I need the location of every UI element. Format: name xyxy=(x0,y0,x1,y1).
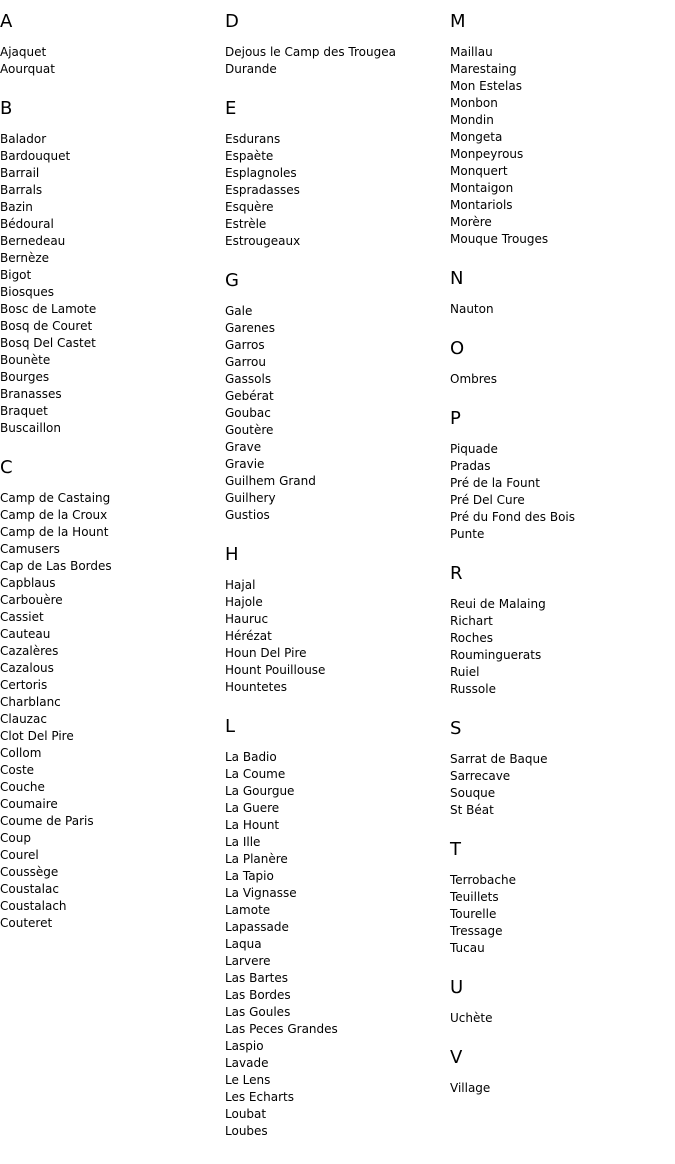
letter-group xyxy=(225,715,450,1140)
name-link[interactable]: Barrals xyxy=(0,183,43,197)
letter-heading: T xyxy=(450,839,461,860)
name-link[interactable]: Bazin xyxy=(0,200,33,214)
name-link[interactable]: Capblaus xyxy=(0,576,56,590)
name-link[interactable]: Lapassade xyxy=(225,920,289,934)
name-link[interactable]: Bernèze xyxy=(0,251,50,265)
name-link[interactable]: Pré du Fond des Bois xyxy=(450,510,576,524)
name-link[interactable]: La Coume xyxy=(225,767,286,781)
name-link[interactable]: Garros xyxy=(225,338,265,352)
name-link[interactable]: Cap de Las Bordes xyxy=(0,559,112,573)
name-link[interactable]: Las Bartes xyxy=(225,971,288,985)
letter-heading: P xyxy=(450,408,461,429)
letter-group xyxy=(225,97,450,250)
letter-heading: R xyxy=(450,563,463,584)
name-link[interactable]: Tourelle xyxy=(450,907,497,921)
name-link[interactable]: Les Echarts xyxy=(225,1090,294,1104)
letter-group xyxy=(450,1046,675,1097)
name-link[interactable]: Certoris xyxy=(0,678,48,692)
name-link[interactable]: Maillau xyxy=(450,45,493,59)
name-link[interactable]: Mongeta xyxy=(450,130,503,144)
name-link[interactable]: Tucau xyxy=(450,941,485,955)
name-link[interactable]: Camp de la Croux xyxy=(0,508,108,522)
name-link[interactable]: Grave xyxy=(225,440,262,454)
name-link[interactable]: Espaète xyxy=(225,149,274,163)
name-link[interactable]: Camusers xyxy=(0,542,60,556)
name-link[interactable]: Monquert xyxy=(450,164,508,178)
name-link[interactable]: Hajole xyxy=(225,595,263,609)
name-link[interactable]: Guilhem Grand xyxy=(225,474,316,488)
name-link[interactable]: Coup xyxy=(0,831,31,845)
name-list xyxy=(225,131,450,250)
name-link[interactable]: Durande xyxy=(225,62,277,76)
name-link[interactable]: Camp de la Hount xyxy=(0,525,109,539)
name-link[interactable]: Branasses xyxy=(0,387,62,401)
name-link[interactable]: Loubat xyxy=(225,1107,267,1121)
name-link[interactable]: Carbouère xyxy=(0,593,63,607)
name-link[interactable]: Ruiel xyxy=(450,665,480,679)
name-link[interactable]: Coume de Paris xyxy=(0,814,94,828)
name-link[interactable]: Gravie xyxy=(225,457,265,471)
name-link[interactable]: Bosq de Couret xyxy=(0,319,93,333)
name-link[interactable]: Houn Del Pire xyxy=(225,646,307,660)
name-link[interactable]: Mondin xyxy=(450,113,494,127)
name-link[interactable]: La Guere xyxy=(225,801,280,815)
letter-heading: U xyxy=(450,977,464,998)
letter-group xyxy=(225,10,450,78)
letter-heading: A xyxy=(0,11,13,32)
name-link[interactable]: Hérézat xyxy=(225,629,272,643)
name-link[interactable]: Ombres xyxy=(450,372,498,386)
name-link[interactable]: Teuillets xyxy=(450,890,499,904)
letter-group xyxy=(450,838,675,957)
name-link[interactable]: Estrèle xyxy=(225,217,267,231)
index-column xyxy=(450,10,675,1116)
letter-group xyxy=(0,10,225,78)
name-link[interactable]: Charblanc xyxy=(0,695,61,709)
name-link[interactable]: Loubes xyxy=(225,1124,268,1138)
letter-heading: S xyxy=(450,718,462,739)
letter-group xyxy=(225,269,450,524)
name-link[interactable]: Monpeyrous xyxy=(450,147,524,161)
name-list xyxy=(225,44,450,78)
name-link[interactable]: Roches xyxy=(450,631,493,645)
name-link[interactable]: Mon Estelas xyxy=(450,79,522,93)
name-link[interactable]: Gassols xyxy=(225,372,272,386)
name-list xyxy=(225,577,450,696)
name-link[interactable]: La Badio xyxy=(225,750,277,764)
name-link[interactable]: Reui de Malaing xyxy=(450,597,546,611)
letter-heading: O xyxy=(450,338,465,359)
name-link[interactable]: La Tapio xyxy=(225,869,274,883)
index-column xyxy=(225,10,450,1159)
name-link[interactable]: Bernedeau xyxy=(0,234,66,248)
name-link[interactable]: Montariols xyxy=(450,198,513,212)
name-link[interactable]: Camp de Castaing xyxy=(0,491,111,505)
letter-group xyxy=(450,717,675,819)
name-link[interactable]: Montaigon xyxy=(450,181,514,195)
name-link[interactable]: La Ille xyxy=(225,835,261,849)
name-link[interactable]: St Béat xyxy=(450,803,494,817)
name-link[interactable]: Sarrat de Baque xyxy=(450,752,548,766)
name-link[interactable]: Hountetes xyxy=(225,680,288,694)
name-link[interactable]: Dejous le Camp des Trougea xyxy=(225,45,396,59)
name-link[interactable]: Tressage xyxy=(450,924,503,938)
name-link[interactable]: Ajaquet xyxy=(0,45,47,59)
letter-group xyxy=(450,976,675,1027)
letter-heading: D xyxy=(225,11,239,32)
name-link[interactable]: Espradasses xyxy=(225,183,300,197)
name-list xyxy=(450,596,675,698)
letter-group xyxy=(225,543,450,696)
name-link[interactable]: Garrou xyxy=(225,355,266,369)
letter-group xyxy=(450,562,675,698)
name-link[interactable]: Aourquat xyxy=(0,62,55,76)
name-list xyxy=(450,1080,675,1097)
name-link[interactable]: Estrougeaux xyxy=(225,234,301,248)
name-link[interactable]: Coussège xyxy=(0,865,59,879)
name-link[interactable]: La Vignasse xyxy=(225,886,297,900)
name-link[interactable]: Le Lens xyxy=(225,1073,271,1087)
name-link[interactable]: Balador xyxy=(0,132,47,146)
name-link[interactable]: Guilhery xyxy=(225,491,276,505)
name-link[interactable]: Hajal xyxy=(225,578,256,592)
name-link[interactable]: Bigot xyxy=(0,268,32,282)
name-list xyxy=(450,751,675,819)
letter-heading: G xyxy=(225,270,239,291)
name-link[interactable]: Monbon xyxy=(450,96,498,110)
name-list xyxy=(225,749,450,1140)
name-list xyxy=(0,131,225,437)
name-link[interactable]: Hauruc xyxy=(225,612,269,626)
letter-heading: N xyxy=(450,268,464,289)
name-link[interactable]: Cauteau xyxy=(0,627,51,641)
name-link[interactable]: Russole xyxy=(450,682,496,696)
name-link[interactable]: Sarrecave xyxy=(450,769,511,783)
letter-group xyxy=(450,337,675,388)
name-list xyxy=(0,490,225,932)
name-list xyxy=(225,303,450,524)
letter-heading: V xyxy=(450,1047,463,1068)
name-link[interactable]: Las Bordes xyxy=(225,988,291,1002)
name-link[interactable]: Biosques xyxy=(0,285,55,299)
letter-heading: B xyxy=(0,98,13,119)
name-link[interactable]: Cazalous xyxy=(0,661,54,675)
name-link[interactable]: Souque xyxy=(450,786,496,800)
name-list xyxy=(450,44,675,248)
name-link[interactable]: Gustios xyxy=(225,508,270,522)
name-link[interactable]: Bédoural xyxy=(0,217,54,231)
letter-heading: C xyxy=(0,457,13,478)
name-link[interactable]: Lavade xyxy=(225,1056,269,1070)
name-list xyxy=(450,301,675,318)
name-link[interactable]: Rouminguerats xyxy=(450,648,542,662)
name-link[interactable]: Bardouquet xyxy=(0,149,71,163)
name-link[interactable]: Marestaing xyxy=(450,62,517,76)
name-link[interactable]: Punte xyxy=(450,527,485,541)
name-link[interactable]: Goubac xyxy=(225,406,271,420)
name-link[interactable]: Barrail xyxy=(0,166,40,180)
name-link[interactable]: Coustalach xyxy=(0,899,67,913)
name-link[interactable]: Coustalac xyxy=(0,882,59,896)
name-link[interactable]: Cazalères xyxy=(0,644,59,658)
name-link[interactable]: Laqua xyxy=(225,937,262,951)
name-link[interactable]: Gale xyxy=(225,304,253,318)
name-link[interactable]: Pradas xyxy=(450,459,491,473)
name-link[interactable]: Lamote xyxy=(225,903,271,917)
name-link[interactable]: Pré Del Cure xyxy=(450,493,525,507)
letter-group xyxy=(450,10,675,248)
name-link[interactable]: Village xyxy=(450,1081,491,1095)
name-link[interactable]: Courel xyxy=(0,848,39,862)
name-link[interactable]: Pré de la Fount xyxy=(450,476,540,490)
name-link[interactable]: Esquère xyxy=(225,200,274,214)
name-link[interactable]: Esplagnoles xyxy=(225,166,297,180)
name-link[interactable]: Bourges xyxy=(0,370,50,384)
name-link[interactable]: Garenes xyxy=(225,321,275,335)
name-link[interactable]: La Gourgue xyxy=(225,784,295,798)
name-link[interactable]: Laspio xyxy=(225,1039,264,1053)
name-link[interactable]: Clauzac xyxy=(0,712,47,726)
letter-group xyxy=(0,456,225,932)
name-link[interactable]: Bosq Del Castet xyxy=(0,336,96,350)
name-link[interactable]: Terrobache xyxy=(450,873,516,887)
name-link[interactable]: Bosc de Lamote xyxy=(0,302,97,316)
name-link[interactable]: Gebérat xyxy=(225,389,274,403)
name-link[interactable]: Morère xyxy=(450,215,492,229)
name-list xyxy=(0,44,225,78)
name-link[interactable]: Collom xyxy=(0,746,42,760)
name-link[interactable]: Braquet xyxy=(0,404,48,418)
name-link[interactable]: Nauton xyxy=(450,302,494,316)
name-link[interactable]: Goutère xyxy=(225,423,274,437)
name-link[interactable]: Richart xyxy=(450,614,493,628)
name-list xyxy=(450,1010,675,1027)
name-link[interactable]: Buscaillon xyxy=(0,421,61,435)
name-link[interactable]: Couche xyxy=(0,780,45,794)
name-link[interactable]: Bounète xyxy=(0,353,51,367)
name-link[interactable]: Larvere xyxy=(225,954,271,968)
name-link[interactable]: Uchète xyxy=(450,1011,493,1025)
letter-heading: E xyxy=(225,98,237,119)
name-link[interactable]: Mouque Trouges xyxy=(450,232,549,246)
name-list xyxy=(450,872,675,957)
name-list xyxy=(450,441,675,543)
name-link[interactable]: Las Goules xyxy=(225,1005,291,1019)
letter-heading: M xyxy=(450,11,466,32)
name-link[interactable]: Coumaire xyxy=(0,797,58,811)
name-link[interactable]: Couteret xyxy=(0,916,53,930)
letter-heading: H xyxy=(225,544,239,565)
letter-heading: L xyxy=(225,716,236,737)
letter-group xyxy=(450,267,675,318)
index-column xyxy=(0,10,225,951)
name-link[interactable]: La Hount xyxy=(225,818,280,832)
name-link[interactable]: Clot Del Pire xyxy=(0,729,74,743)
name-link[interactable]: La Planère xyxy=(225,852,288,866)
name-link[interactable]: Piquade xyxy=(450,442,498,456)
letter-group xyxy=(0,97,225,437)
name-link[interactable]: Coste xyxy=(0,763,35,777)
name-list xyxy=(450,371,675,388)
letter-group xyxy=(450,407,675,543)
name-link[interactable]: Las Peces Grandes xyxy=(225,1022,338,1036)
name-link[interactable]: Cassiet xyxy=(0,610,44,624)
name-link[interactable]: Hount Pouillouse xyxy=(225,663,326,677)
name-link[interactable]: Esdurans xyxy=(225,132,281,146)
